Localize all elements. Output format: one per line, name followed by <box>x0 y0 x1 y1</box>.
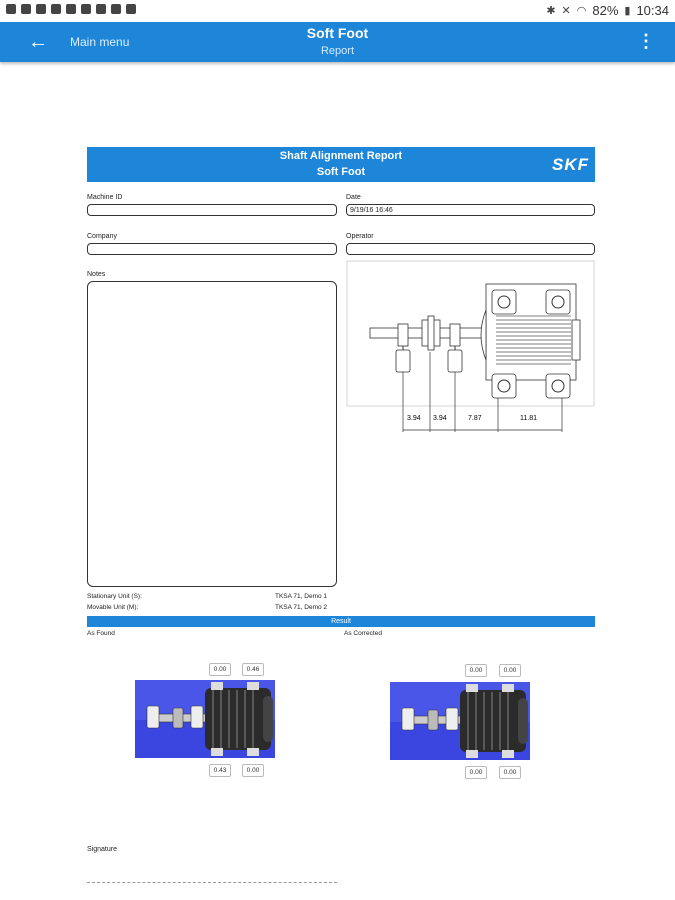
app-subtitle: Report <box>320 45 355 57</box>
as-found-diagram <box>135 680 275 758</box>
operator-field[interactable] <box>346 243 595 255</box>
sensor-m-icon <box>448 324 462 372</box>
shield-icon <box>96 4 106 14</box>
signature-label: Signature <box>87 846 117 853</box>
main-menu-link[interactable]: Main menu <box>70 35 130 49</box>
as-corrected-diagram <box>390 682 530 760</box>
app-bar <box>0 22 675 62</box>
upload-icon <box>111 4 121 14</box>
warning-icon <box>21 4 31 14</box>
upload-icon <box>51 4 61 14</box>
skf-logo: SKF <box>552 155 589 174</box>
upload-icon <box>36 4 46 14</box>
dimension-label-3: 7.87 <box>468 415 482 422</box>
dimension-label-2: 3.94 <box>433 415 447 422</box>
operator-label: Operator <box>346 233 374 240</box>
stationary-unit-value: TKSA 71, Demo 1 <box>275 593 328 600</box>
result-bar: Result <box>87 616 595 627</box>
settings-icon <box>66 4 76 14</box>
as-found-value-bottom-right: 0.00 <box>242 764 264 777</box>
overflow-menu-icon[interactable]: ⋮ <box>637 31 655 51</box>
back-arrow-icon[interactable]: ← <box>28 31 48 53</box>
movable-unit-label: Movable Unit (M): <box>87 604 139 611</box>
machine-id-label: Machine ID <box>87 194 123 201</box>
warning-icon <box>126 4 136 14</box>
battery-icon: ▮ <box>624 5 631 17</box>
notes-label: Notes <box>87 271 106 278</box>
as-corrected-value-top-right: 0.00 <box>499 664 521 677</box>
company-field[interactable] <box>87 243 337 255</box>
as-corrected-value-top-left: 0.00 <box>465 664 487 677</box>
sync-icon <box>81 4 91 14</box>
notification-icon <box>6 4 16 14</box>
battery-percent: 82% <box>592 3 619 18</box>
notification-icons <box>6 4 136 14</box>
app-title: Soft Foot <box>306 25 369 41</box>
as-corrected-value-bottom-right: 0.00 <box>499 766 521 779</box>
dimension-label-1: 3.94 <box>407 415 421 422</box>
as-corrected-label: As Corrected <box>344 630 382 637</box>
clock: 10:34 <box>636 3 669 18</box>
dimension-label-4: 11.81 <box>520 415 537 422</box>
report-subtitle: Soft Foot <box>316 166 366 178</box>
machine-id-field[interactable] <box>87 204 337 216</box>
status-bar <box>0 0 675 22</box>
machine-diagram <box>346 260 595 435</box>
bluetooth-icon: ✱ <box>546 5 556 17</box>
as-found-value-bottom-left: 0.43 <box>209 764 231 777</box>
company-label: Company <box>87 233 117 240</box>
as-found-label: As Found <box>87 630 115 637</box>
date-field[interactable]: 9/19/16 16:46 <box>346 204 595 216</box>
notes-field[interactable] <box>87 281 337 587</box>
mute-icon: ✕ <box>561 5 571 17</box>
signature-line[interactable] <box>87 882 337 883</box>
wifi-icon: ◠ <box>576 5 587 17</box>
motor-icon <box>481 284 580 398</box>
report-header <box>87 147 595 182</box>
movable-unit-value: TKSA 71, Demo 2 <box>275 604 328 611</box>
as-corrected-value-bottom-left: 0.00 <box>465 766 487 779</box>
report-title: Shaft Alignment Report <box>279 150 403 162</box>
as-found-value-top-left: 0.00 <box>209 663 231 676</box>
as-found-value-top-right: 0.46 <box>242 663 264 676</box>
sensor-s-icon <box>396 324 410 372</box>
date-label: Date <box>346 194 361 201</box>
stationary-unit-label: Stationary Unit (S): <box>87 593 142 600</box>
